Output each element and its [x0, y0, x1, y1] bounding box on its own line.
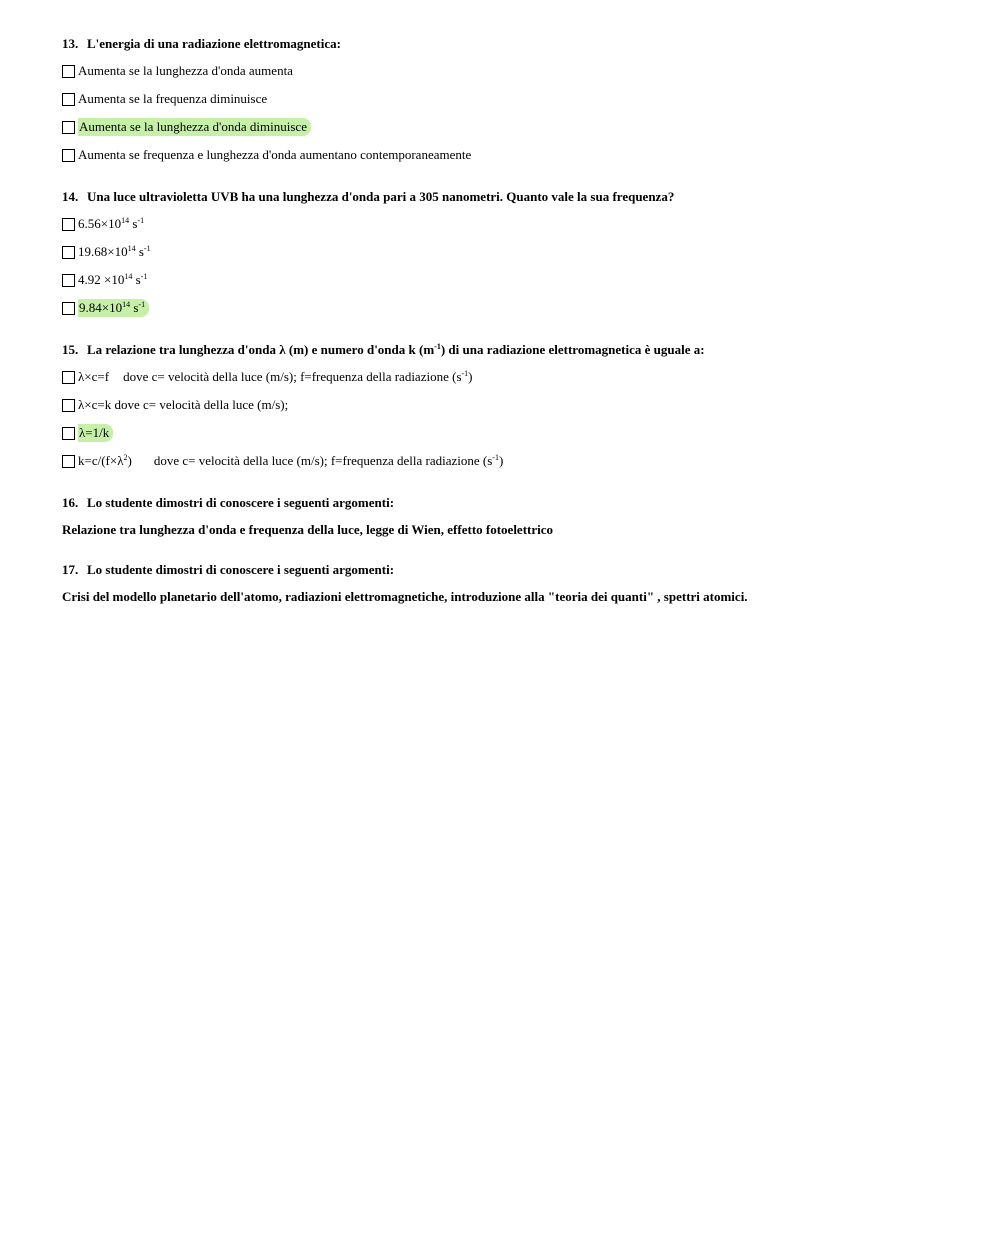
- question-16: [62, 494, 962, 539]
- question-14: [62, 188, 962, 317]
- question-15-title: 15. La relazione tra lunghezza d'onda λ (m) e numero d'onda k $(m^{-1})$ di una radiazione elettromagnetica è uguale a:: [62, 342, 705, 357]
- checkbox[interactable]: [62, 302, 75, 315]
- option-label: $19.68\times 10^{14}$ $s^{-1}$: [78, 244, 151, 259]
- checkbox[interactable]: [62, 218, 75, 231]
- option-label: $k=c/(f\times\lambda^2)$ dove c= velocità della luce (m/s); f=frequenza della radiazione $(s^{-1})$: [78, 453, 504, 468]
- question-14-title: [62, 188, 962, 206]
- option-14c[interactable]: [62, 271, 962, 289]
- option-15c[interactable]: [62, 424, 962, 442]
- question-number: 16.: [62, 495, 79, 510]
- option-label: Aumenta se la frequenza diminuisce: [78, 91, 268, 106]
- checkbox[interactable]: [62, 65, 75, 78]
- checkbox[interactable]: [62, 371, 75, 384]
- option-label: Aumenta se la lunghezza d'onda aumenta: [78, 63, 293, 78]
- option-label-highlighted: Aumenta se la lunghezza d'onda diminuisce: [78, 118, 311, 136]
- question-text: L'energia di una radiazione elettromagnetica:: [87, 36, 341, 51]
- option-label-highlighted: $9.84\times 10^{14}$ $s^{-1}$: [78, 299, 149, 317]
- option-label: $4.92 \times 10^{14}$ $s^{-1}$: [78, 272, 148, 287]
- option-label: Aumenta se frequenza e lunghezza d'onda aumentano contemporaneamente: [78, 147, 472, 162]
- option-label: λ×c=f dove c= velocità della luce (m/s); f=frequenza della radiazione $(s^{-1})$: [78, 369, 473, 384]
- checkbox[interactable]: [62, 455, 75, 468]
- checkbox[interactable]: [62, 93, 75, 106]
- question-number: 15.: [62, 342, 79, 357]
- question-text: Lo studente dimostri di conoscere i seguenti argomenti:: [87, 562, 395, 577]
- question-13-title: [62, 35, 962, 53]
- checkbox[interactable]: [62, 427, 75, 440]
- checkbox[interactable]: [62, 274, 75, 287]
- question-15: [62, 341, 962, 470]
- question-17-topics: Crisi del modello planetario dell'atomo, radiazioni elettromagnetiche, introduzione alla "teoria dei quanti" , spettri atomici.: [62, 589, 748, 604]
- option-15d[interactable]: [62, 452, 962, 470]
- question-number: 14.: [62, 189, 79, 204]
- option-label: λ×c=k dove c= velocità della luce (m/s);: [78, 397, 289, 412]
- question-17: [62, 561, 962, 606]
- option-14b[interactable]: [62, 243, 962, 261]
- question-text: La relazione tra lunghezza d'onda λ (m) e numero d'onda k (m: [87, 342, 435, 357]
- question-16-topics: Relazione tra lunghezza d'onda e frequenza della luce, legge di Wien, effetto fotoelettrico: [62, 522, 554, 537]
- question-number: 13.: [62, 36, 79, 51]
- checkbox[interactable]: [62, 121, 75, 134]
- question-13: [62, 35, 962, 164]
- option-14d[interactable]: [62, 299, 962, 317]
- checkbox[interactable]: [62, 149, 75, 162]
- option-15a[interactable]: [62, 368, 962, 386]
- option-13c[interactable]: [62, 118, 962, 136]
- option-15b[interactable]: [62, 396, 962, 414]
- question-number: 17.: [62, 562, 79, 577]
- option-label-highlighted: λ=1/k: [78, 424, 113, 442]
- option-13b[interactable]: [62, 90, 962, 108]
- question-text: Una luce ultravioletta UVB ha una lunghezza d'onda pari a 305 nanometri. Quanto vale la sua frequenza?: [87, 189, 675, 204]
- quiz-document: [62, 35, 962, 606]
- question-16-title: [62, 494, 962, 512]
- option-label: $6.56\times 10^{14}$ $s^{-1}$: [78, 216, 145, 231]
- question-text: Lo studente dimostri di conoscere i seguenti argomenti:: [87, 495, 395, 510]
- checkbox[interactable]: [62, 399, 75, 412]
- option-14a[interactable]: [62, 215, 962, 233]
- option-13a[interactable]: [62, 62, 962, 80]
- question-17-title: [62, 561, 962, 579]
- checkbox[interactable]: [62, 246, 75, 259]
- option-13d[interactable]: [62, 146, 962, 164]
